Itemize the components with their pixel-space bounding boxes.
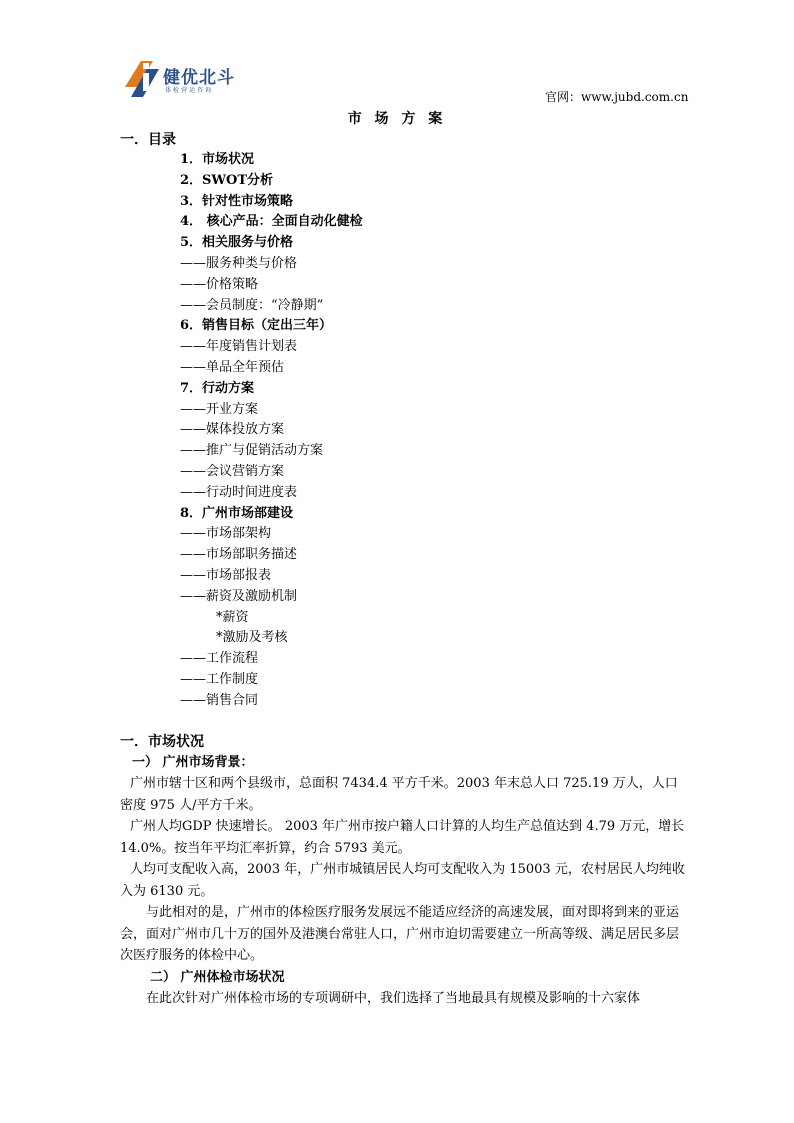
logo-text: 健优北斗 [163,68,235,88]
toc-item: ——服务种类与价格 [180,255,298,271]
toc-item: ——销售合同 [180,692,259,708]
company-logo [123,57,263,105]
toc-heading: 一．目录 [120,132,176,148]
paragraph: 在此次针对广州体检市场的专项调研中，我们选择了当地最具有规模及影响的十六家体 [146,990,641,1006]
toc-item: ——市场部职务描述 [180,547,298,563]
toc-item: 3．针对性市场策略 [180,193,294,209]
toc-item: 2．SWOT分析 [180,172,274,188]
toc-item: ——工作流程 [180,651,259,667]
toc-item: ——市场部报表 [180,567,272,583]
toc-item: ——薪资及激励机制 [180,588,298,604]
toc-item: 1．市场状况 [180,152,255,167]
toc-item: ——会员制度：“冷静期” [180,297,324,313]
table-of-contents [120,130,700,712]
paragraph: 与此相对的是，广州市的体检医疗服务发展远不能适应经济的高速发展，面对即将到来的亚运会，面对广州市几十万的国外及港澳台常驻人口，广州市迫切需要建立一所高等级、满足居民多层次医疗服务的体检中心。 [120,905,680,963]
toc-item: 7．行动方案 [180,380,255,396]
logo-emblem-icon [123,57,163,103]
website-url: 官网：www.jubd.com.cn [545,90,689,104]
toc-item: 8．广州市场部建设 [180,505,294,521]
toc-item: ——开业方案 [180,401,259,417]
toc-item: *激励及考核 [216,630,288,646]
paragraph: 广州人均GDP 快速增长。 2003 年广州市按户籍人口计算的人均生产总值达到 4.79 万元，增长 14.0%。按当年平均汇率折算，约合 5793 美元。 [120,819,685,856]
logo-subtext: 体检营运咨询 [165,87,214,94]
toc-item: ——年度销售计划表 [180,339,298,355]
toc-item: ——推广与促销活动方案 [180,443,324,459]
toc-item: ——价格策略 [180,276,259,292]
paragraph: 人均可支配收入高，2003 年，广州市城镇居民人均可支配收入为 15003 元，农村居民人均纯收入为 6130 元。 [120,862,685,899]
section-heading: 一．市场状况 [120,734,204,750]
toc-item: ——行动时间进度表 [180,484,298,500]
toc-item: 6．销售目标（定出三年） [180,318,333,334]
section-market-status [120,732,690,1009]
document-title: 市 场 方 案 [347,111,447,127]
paragraph: 广州市辖十区和两个县级市，总面积 7434.4 平方千米。2003 年末总人口 725.19 万人，人口密度 975 人/平方千米。 [120,776,678,813]
subsection-heading-background: 一） 广州市场背景： [132,755,254,770]
toc-item: ——会议营销方案 [180,463,285,479]
toc-item: ——市场部架构 [180,526,272,542]
toc-item: 4． 核心产品：全面自动化健检 [180,214,363,230]
toc-item: ——单品全年预估 [180,359,285,375]
toc-item: ——媒体投放方案 [180,422,285,438]
toc-item: *薪资 [216,609,249,625]
toc-item: ——工作制度 [180,671,259,687]
toc-item: 5．相关服务与价格 [180,235,294,251]
subsection-heading-checkup-market: 二） 广州体检市场状况 [150,969,285,985]
toc-list [120,150,700,712]
